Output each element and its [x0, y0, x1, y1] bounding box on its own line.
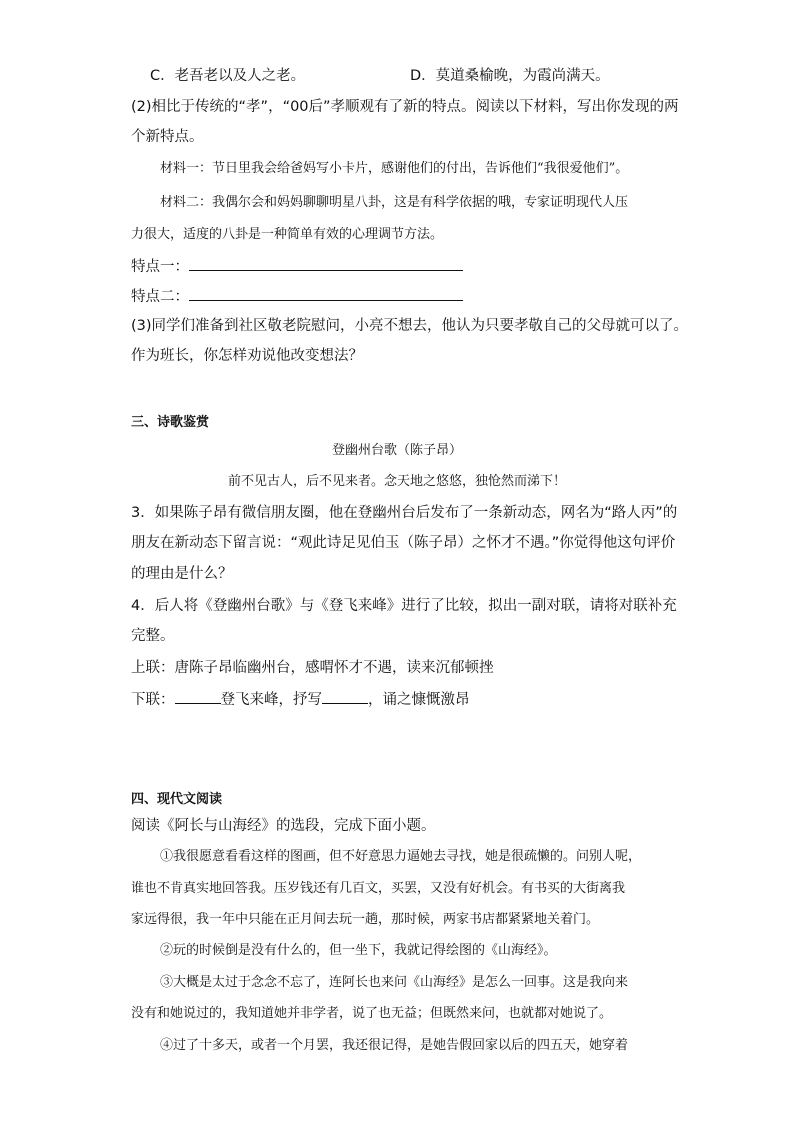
passage-p1-line3: 家远得很，我一年中只能在正月间去玩一趟，那时候，两家书店都紧紧地关着门。: [131, 912, 600, 927]
couplet-lower-prefix: 下联：: [131, 692, 175, 708]
passage-p1-line1: ①我很愿意看看这样的图画，但不好意思力逼她去寻找，她是很疏懒的。问别人呢，: [160, 849, 642, 864]
q2-sub2-line1: (2)相比于传统的“孝”，“00后”孝顺观有了新的特点。阅读以下材料，写出你发现的两: [131, 99, 679, 115]
passage-p2: ②玩的时候倒是没有什么的，但一坐下，我就记得绘图的《山海经》。: [160, 943, 557, 958]
q2-sub2-line2: 个新特点。: [131, 129, 204, 145]
couplet-blank-1[interactable]: [175, 689, 221, 704]
passage-p3-line1: ③大概是太过于念念不忘了，连阿长也来问《山海经》是怎么一回事。这是我向来: [160, 975, 629, 990]
section-4-intro: 阅读《阿长与山海经》的选段，完成下面小题。: [131, 818, 436, 834]
q3-line2: 朋友在新动态下留言说：“观此诗足见伯玉（陈子昂）之怀才不遇。”你觉得他这句评价: [131, 535, 676, 551]
q2-sub3-line1: (3)同学们准备到社区敬老院慰问，小亮不想去，他认为只要孝敬自己的父母就可以了。: [131, 318, 689, 334]
section-3-heading: 三、诗歌鉴赏: [131, 415, 210, 430]
passage-p1-line2: 谁也不肯真实地回答我。压岁钱还有几百文，买罢，又没有好机会。有书买的大街离我: [131, 881, 626, 896]
passage-p3-line2: 没有和她说过的，我知道她并非学者，说了也无益；但既然来问，也就都对她说了。: [131, 1006, 613, 1021]
feature-2: [131, 286, 463, 307]
poem-text: 前不见古人，后不见来者。念天地之悠悠，独怆然而涕下！: [227, 474, 566, 489]
q3-line1: 3．如果陈子昂有微信朋友圈，他在登幽州台后发布了一条新动态，网名为“路人丙”的: [131, 505, 678, 521]
feature-1-answer-blank[interactable]: [189, 256, 463, 271]
material-2-line2: 力很大，适度的八卦是一种简单有效的心理调节方法。: [131, 227, 444, 242]
option-d: D．莫道桑榆晚，为霞尚满天。: [410, 68, 610, 84]
q4-line1: 4．后人将《登幽州台歌》与《登飞来峰》进行了比较，拟出一副对联，请将对联补充: [131, 598, 677, 614]
couplet-lower-mid: 登飞来峰，抒写: [220, 692, 322, 708]
feature-1: [131, 256, 463, 277]
poem-title: 登幽州台歌（陈子昂）: [331, 443, 462, 458]
q2-sub3-line2: 作为班长，你怎样劝说他改变想法？: [131, 348, 363, 364]
couplet-blank-2[interactable]: [322, 689, 368, 704]
couplet-lower-end: ，诵之慷慨激昂: [368, 692, 470, 708]
material-1: 材料一：节日里我会给爸妈写小卡片，感谢他们的付出，告诉他们“我很爱他们”。: [160, 161, 629, 176]
couplet-lower: [131, 689, 470, 710]
passage-p4-line1: ④过了十多天，或者一个月罢，我还很记得，是她告假回家以后的四五天，她穿着: [160, 1038, 629, 1053]
couplet-upper: 上联：唐陈子昂临幽州台，感喟怀才不遇，读来沉郁顿挫: [131, 660, 494, 676]
feature-2-label: 特点二：: [131, 289, 189, 305]
material-2-line1: 材料二：我偶尔会和妈妈聊聊明星八卦，这是有科学依据的哦，专家证明现代人压: [160, 195, 629, 210]
option-c: C．老吾老以及人之老。: [150, 68, 306, 84]
q3-line3: 的理由是什么？: [131, 566, 233, 582]
section-4-heading: 四、现代文阅读: [131, 792, 223, 807]
q4-line2: 完整。: [131, 628, 175, 644]
feature-1-label: 特点一：: [131, 259, 189, 275]
feature-2-answer-blank[interactable]: [189, 286, 463, 301]
